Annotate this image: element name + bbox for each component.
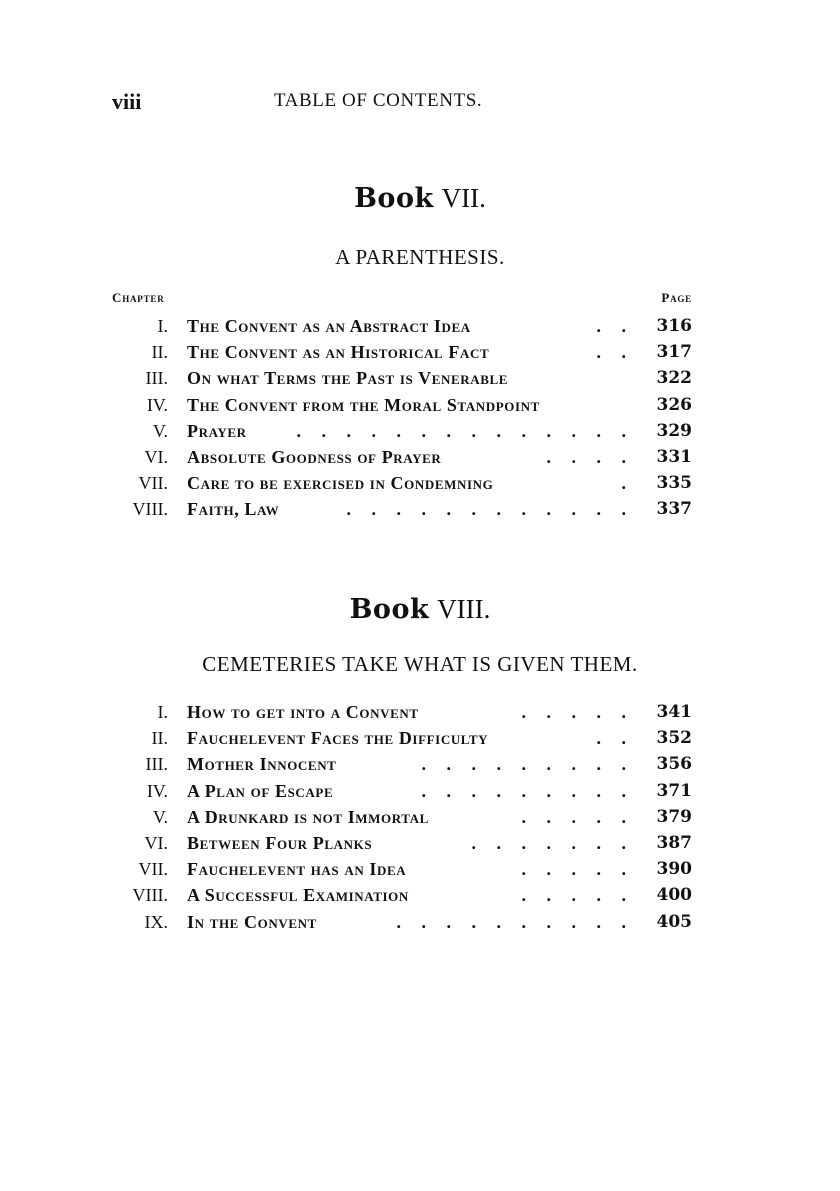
toc-entry[interactable]: [112, 909, 692, 935]
dot-leader: . . . .: [546, 446, 634, 467]
chapter-title: Fauchelevent has an Idea: [187, 859, 412, 879]
chapter-title: Care to be exercised in Condemning: [187, 473, 499, 493]
book-word: Book: [349, 594, 430, 625]
page-ref: 390: [656, 859, 692, 880]
page-ref: 371: [656, 780, 692, 801]
chapter-number: IX.: [144, 911, 168, 932]
chapter-number: VI.: [144, 446, 168, 467]
chapter-number: VII.: [138, 473, 168, 494]
toc-entry[interactable]: [112, 365, 692, 391]
dot-leader: . . . . . . . . . . . . . .: [296, 420, 634, 441]
chapter-title: Prayer: [187, 421, 253, 441]
chapter-title: Between Four Planks: [187, 833, 378, 853]
book-number: VIII.: [437, 594, 491, 624]
dot-leader: . . . . . . . . . . . .: [346, 499, 634, 520]
toc-entry[interactable]: [112, 882, 692, 908]
book-number: VII.: [441, 183, 486, 213]
dot-leader: . . . . .: [521, 859, 634, 880]
chapter-title: The Convent as an Historical Fact: [187, 342, 495, 362]
page-ref: 356: [656, 754, 692, 775]
running-head: TABLE OF CONTENTS.: [274, 90, 483, 111]
chapter-number: V.: [152, 806, 168, 827]
page-ref: 387: [656, 832, 692, 853]
chapter-number: III.: [145, 754, 168, 775]
page-ref: 322: [656, 368, 692, 389]
book-word: Book: [354, 183, 434, 214]
dot-leader: .: [621, 473, 634, 494]
dot-leader: . . . . .: [521, 702, 634, 722]
dot-leader: . . . . . . .: [471, 832, 634, 853]
page-ref: 405: [656, 911, 692, 932]
chapter-number: VIII.: [132, 499, 168, 520]
toc-list: [112, 313, 692, 523]
chapter-title: The Convent as an Abstract Idea: [187, 316, 477, 336]
chapter-column-heading: Chapter: [112, 290, 165, 305]
dot-leader: . . . . .: [521, 885, 634, 906]
dot-leader: . . . . . . . . . .: [396, 911, 634, 932]
book-subtitle: CEMETERIES TAKE WHAT IS GIVEN THEM.: [202, 652, 638, 676]
dot-leader: . .: [596, 728, 634, 749]
chapter-number: V.: [152, 420, 168, 441]
chapter-number: II.: [151, 728, 168, 749]
page-ref: 337: [656, 499, 692, 520]
toc-entry[interactable]: [112, 470, 692, 496]
toc-entry[interactable]: [112, 496, 692, 522]
page-ref: 326: [656, 394, 692, 415]
chapter-number: IV.: [146, 780, 168, 801]
chapter-number: II.: [151, 342, 168, 363]
page-ref: 352: [656, 728, 692, 749]
page-ref: 400: [656, 885, 692, 906]
chapter-number: VII.: [138, 859, 168, 880]
chapter-number: I.: [157, 702, 168, 722]
toc-list: [112, 699, 692, 935]
chapter-title: The Convent from the Moral Standpoint: [187, 395, 546, 415]
toc-entry[interactable]: [112, 856, 692, 882]
toc-entry[interactable]: [112, 418, 692, 444]
page-ref: 317: [656, 342, 692, 363]
toc-entry[interactable]: [112, 313, 692, 339]
page-ref: 329: [656, 420, 692, 441]
page-number: viii: [112, 89, 142, 114]
toc-entry[interactable]: [112, 699, 692, 725]
toc-entry[interactable]: [112, 444, 692, 470]
book-heading: [0, 594, 840, 625]
page-ref: 341: [656, 702, 692, 722]
toc-entry[interactable]: [112, 751, 692, 777]
toc-entry[interactable]: [112, 339, 692, 365]
chapter-title: On what Terms the Past is Venerable: [187, 368, 514, 388]
chapter-title: Fauchelevent Faces the Difficulty: [187, 728, 494, 748]
dot-leader: . .: [596, 316, 634, 336]
page-ref: 335: [656, 473, 692, 494]
book-heading: [0, 183, 840, 214]
chapter-title: Absolute Goodness of Prayer: [187, 447, 447, 467]
page-ref: 316: [656, 316, 692, 336]
book-subtitle: A PARENTHESIS.: [335, 245, 505, 269]
chapter-title: A Successful Examination: [187, 885, 415, 905]
dot-leader: . . . . .: [521, 806, 634, 827]
chapter-number: III.: [145, 368, 168, 389]
toc-entry[interactable]: [112, 804, 692, 830]
toc-entry[interactable]: [112, 392, 692, 418]
toc-entry[interactable]: [112, 778, 692, 804]
chapter-number: VIII.: [132, 885, 168, 906]
dot-leader: . . . . . . . . .: [421, 780, 634, 801]
chapter-title: How to get into a Convent: [187, 702, 425, 722]
page-ref: 331: [656, 446, 692, 467]
dot-leader: . .: [596, 342, 634, 363]
page-ref: 379: [656, 806, 692, 827]
dot-leader: . . . . . . . . .: [421, 754, 634, 775]
chapter-number: I.: [157, 316, 168, 336]
chapter-title: Mother Innocent: [187, 754, 342, 774]
chapter-title: A Drunkard is not Immortal: [187, 807, 435, 827]
chapter-number: IV.: [146, 394, 168, 415]
chapter-title: In the Convent: [187, 912, 323, 932]
chapter-title: Faith, Law: [187, 499, 285, 519]
toc-entry[interactable]: [112, 725, 692, 751]
chapter-number: VI.: [144, 832, 168, 853]
page-column-heading: Page: [661, 290, 692, 305]
toc-entry[interactable]: [112, 830, 692, 856]
chapter-title: A Plan of Escape: [187, 781, 339, 801]
